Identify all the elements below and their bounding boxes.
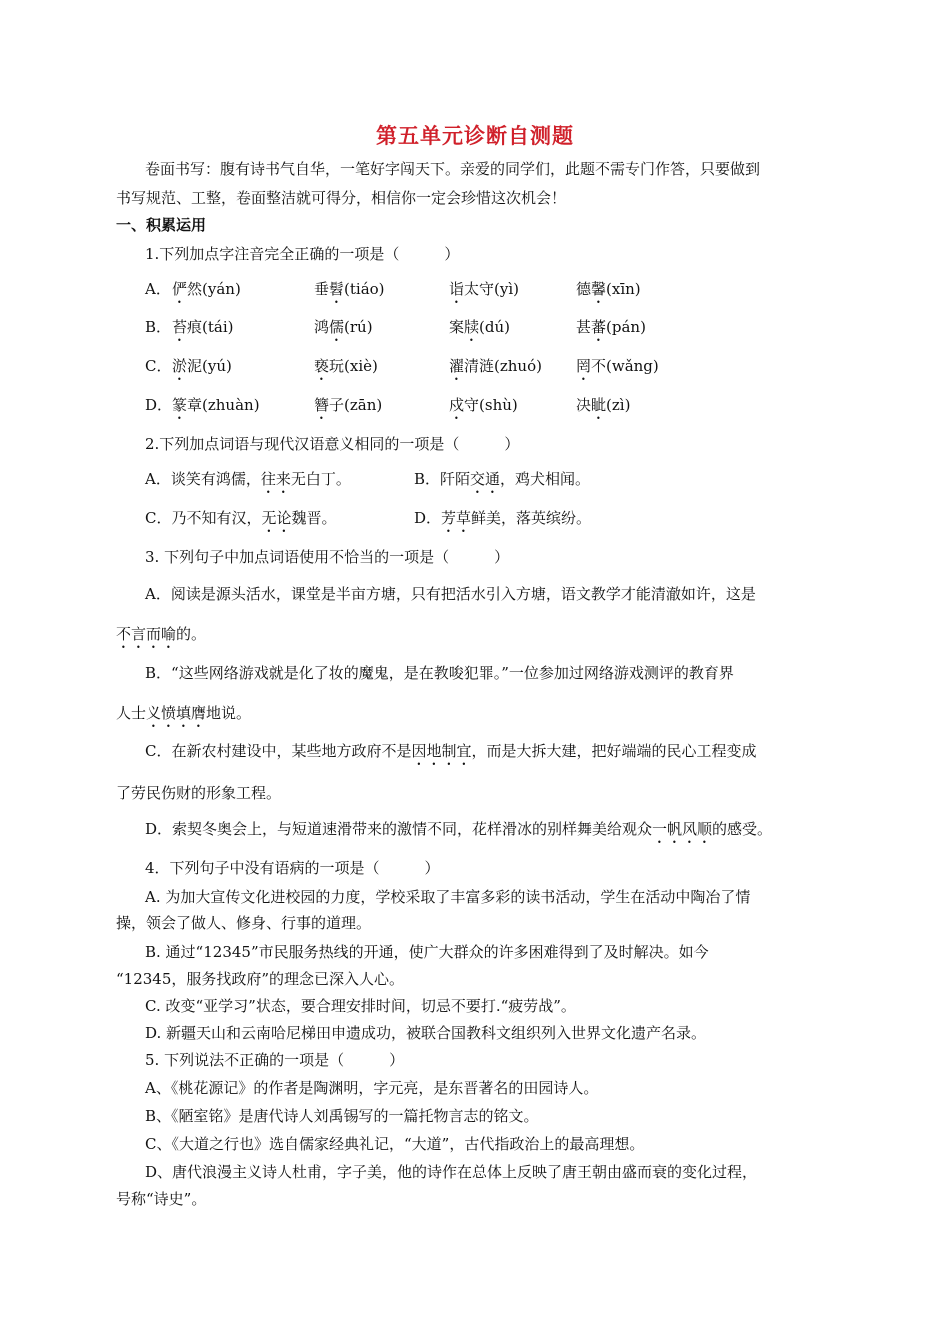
option-item: 苔痕(tái)	[172, 318, 234, 336]
option-item: 案牍(dú)	[449, 318, 510, 336]
q5-option-c: C、《大道之行也》选自儒家经典礼记，“大道”，古代指政治上的最高理想。	[145, 1135, 645, 1153]
q2-option-c: C．乃不知有汉，无论魏晋。	[145, 509, 337, 527]
q4-stem: 4．下列句子中没有语病的一项是（ ）	[145, 859, 440, 877]
option-label: B．	[145, 318, 172, 336]
option-item: 决眦(zì)	[576, 396, 631, 414]
option-item: 甚蕃(pán)	[576, 318, 646, 336]
q4-option-a-line-1: A. 为加大宣传文化进校园的力度，学校采取了丰富多彩的读书活动，学生在活动中陶冶了情	[145, 888, 751, 906]
q3-option-c-line-1: C．在新农村建设中，某些地方政府不是因地制宜，而是大拆大建，把好端端的民心工程变成	[145, 742, 757, 760]
q2-option-d: D．芳草鲜美，落英缤纷。	[414, 509, 592, 527]
option-item: 俨然(yán)	[172, 280, 241, 298]
option-item: 德馨(xīn)	[576, 280, 641, 298]
option-item: 戍守(shù)	[449, 396, 518, 414]
option-item: 罔不(wǎng)	[576, 357, 659, 375]
q3-option-b-line-1: B．“这些网络游戏就是化了妆的魔鬼，是在教唆犯罪。”一位参加过网络游戏测评的教育界	[145, 664, 734, 682]
q3-option-b-line-2: 人士义愤填膺地说。	[116, 704, 252, 722]
q2-option-b: B．阡陌交通，鸡犬相闻。	[414, 470, 591, 488]
q4-option-d: D. 新疆天山和云南哈尼梯田申遗成功，被联合国教科文组织列入世界文化遗产名录。	[145, 1024, 707, 1042]
q4-option-a-line-2: 操，领会了做人、修身、行事的道理。	[116, 914, 372, 932]
page-title: 第五单元诊断自测题	[376, 124, 574, 148]
option-item: 淤泥(yú)	[172, 357, 232, 375]
q5-stem: 5. 下列说法不正确的一项是（ ）	[145, 1051, 405, 1069]
q5-option-a: A、《桃花源记》的作者是陶渊明，字元亮，是东晋著名的田园诗人。	[145, 1079, 599, 1097]
intro-line-1: 卷面书写：腹有诗书气自华，一笔好字闯天下。亲爱的同学们，此题不需专门作答，只要做到	[145, 160, 761, 178]
q4-option-b-line-2: “12345，服务找政府”的理念已深入人心。	[116, 970, 405, 988]
q3-option-c-line-2: 了劳民伤财的形象工程。	[116, 784, 282, 802]
q3-stem: 3. 下列句子中加点词语使用不恰当的一项是（ ）	[145, 548, 510, 566]
option-item: 诣太守(yì)	[449, 280, 519, 298]
q2-stem: 2.下列加点词语与现代汉语意义相同的一项是（ ）	[145, 435, 520, 453]
q5-option-d-line-2: 号称“诗史”。	[116, 1190, 207, 1208]
q3-option-d: D．索契冬奥会上，与短道速滑带来的激情不同，花样滑冰的别样舞美给观众一帆风顺的感受。	[145, 820, 773, 838]
q1-stem: 1.下列加点字注音完全正确的一项是（ ）	[145, 245, 460, 263]
option-item: 篆章(zhuàn)	[172, 396, 260, 414]
intro-line-2: 书写规范、工整，卷面整洁就可得分，相信你一定会珍惜这次机会！	[116, 189, 567, 207]
option-item: 濯清涟(zhuó)	[449, 357, 542, 375]
option-item: 鸿儒(rú)	[314, 318, 373, 336]
option-label: C．	[145, 357, 172, 375]
q5-option-d-line-1: D、唐代浪漫主义诗人杜甫，字子美，他的诗作在总体上反映了唐王朝由盛而衰的变化过程，	[145, 1163, 758, 1181]
q2-option-a: A．谈笑有鸿儒，往来无白丁。	[145, 470, 351, 488]
option-label: D．	[145, 396, 173, 414]
option-label: A．	[145, 280, 171, 298]
q3-option-a-line-2: 不言而喻的。	[116, 625, 207, 643]
option-item: 垂髫(tiáo)	[314, 280, 385, 298]
option-item: 亵玩(xiè)	[314, 357, 378, 375]
option-item: 簪子(zān)	[314, 396, 383, 414]
section-heading: 一、积累运用	[116, 216, 207, 234]
q4-option-b-line-1: B. 通过“12345”市民服务热线的开通，使广大群众的许多困难得到了及时解决。如今	[145, 943, 709, 961]
q4-option-c: C. 改变“亚学习”状态，要合理安排时间，切忌不要打.“疲劳战”。	[145, 997, 576, 1015]
q5-option-b: B、《陋室铭》是唐代诗人刘禹锡写的一篇托物言志的铭文。	[145, 1107, 539, 1125]
q3-option-a-line-1: A．阅读是源头活水，课堂是半亩方塘，只有把活水引入方塘，语文教学才能清澈如许，这是	[145, 585, 756, 603]
